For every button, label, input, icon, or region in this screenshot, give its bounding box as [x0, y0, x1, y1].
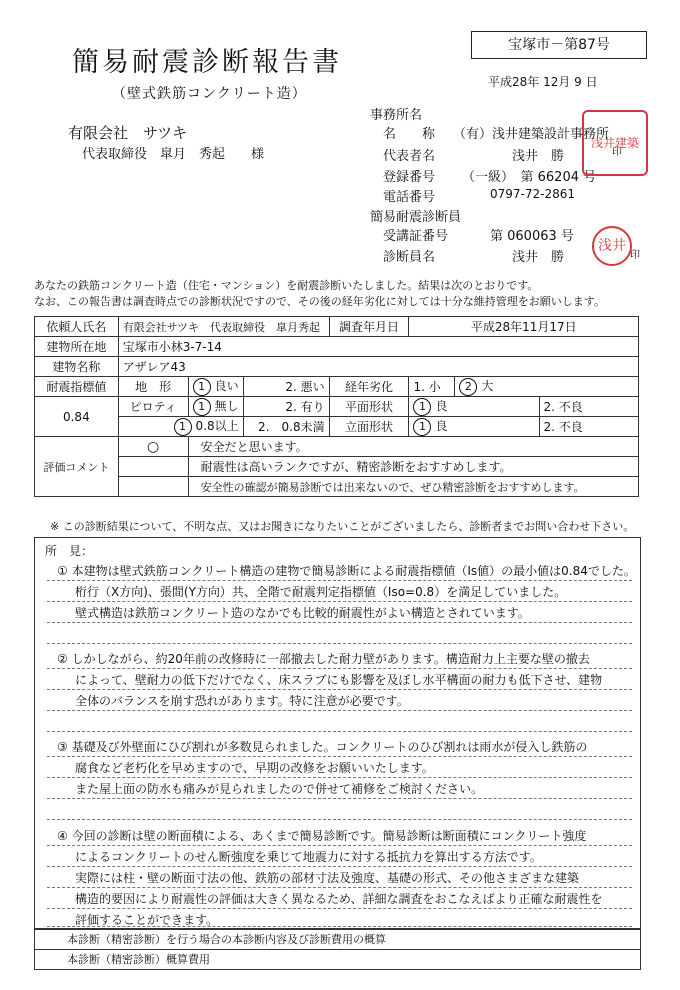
ruled-line	[47, 798, 632, 799]
findings-line: 全体のバランスを崩す恐れがあります。特に注意が必要です。	[75, 694, 409, 708]
intro-line-1: あなたの鉄筋コンクリート造（住宅・マンション）を耐震診断いたしました。結果は次のとおりです。	[34, 279, 539, 292]
reference-number: 宝塚市－第87号	[471, 31, 647, 59]
client-value: 有限会社サツキ 代表取締役 皐月秀起	[118, 317, 329, 337]
detailed-diagnosis-cost: 本診断（精密診断）概算費用	[67, 953, 210, 966]
office-name-label: 名 称	[383, 127, 436, 142]
ruled-line	[47, 926, 632, 927]
plan-shape-option-2: 2. 不良	[539, 397, 639, 417]
is-option-1: 1 0.8以上	[118, 417, 243, 437]
elevation-shape-option-2: 2. 不良	[539, 417, 639, 437]
findings-line: 評価することができます。	[75, 913, 219, 927]
office-seal-mark: 印	[612, 147, 622, 158]
evaluation-mark-1: ○	[118, 437, 188, 457]
piloti-label: ピロティ	[118, 397, 188, 417]
findings-line: 実際には柱・壁の断面寸法の他、鉄筋の部材寸法及強度、基礎の形式、その他さまざまな建築	[75, 871, 580, 885]
terrain-option-2: 2. 悪い	[243, 377, 329, 397]
location-value: 宝塚市小林3-7-14	[118, 337, 638, 357]
page-title: 簡易耐震診断報告書	[72, 47, 342, 78]
office-reg-value: （一級） 第 66204 号	[462, 170, 597, 185]
findings-line: 桁行（X方向)、張間(Y方向）共、全階で耐震判定指標値（Iso=0.8）を満足していました。	[75, 585, 567, 599]
seismic-index-value: 0.84	[35, 397, 119, 437]
findings-line: ④ 今回の診断は壁の断面積による、あくまで簡易診断です。簡易診断は断面積にコンクリート強度	[57, 829, 587, 843]
ruled-line	[47, 710, 632, 711]
ruled-line	[47, 819, 632, 820]
inquiry-note: ※ この診断結果について、不明な点、又はお聞きになりたいことがございましたら、診断者までお問い合わせ下さい。	[50, 520, 635, 533]
ruled-line	[47, 756, 632, 757]
ruled-line	[47, 643, 632, 644]
ruled-line	[47, 731, 632, 732]
evaluation-mark-3	[118, 477, 188, 497]
selected-circle: 2	[459, 378, 477, 396]
client-representative: 代表取締役 皐月 秀起 様	[82, 147, 265, 162]
ruled-line	[47, 866, 632, 867]
selected-circle: 1	[193, 378, 211, 396]
terrain-option-1: 1 良い	[188, 377, 243, 397]
findings-line: 構造的要因により耐震性の評価は大きく異なるため、詳細な調査をおこなえばより正確な耐震性を	[75, 892, 603, 906]
evaluation-comment-1: 安全だと思います。	[188, 437, 638, 457]
location-label: 建物所在地	[35, 337, 119, 357]
survey-date-label: 調査年月日	[329, 317, 409, 337]
diagnostician-seal-mark: 印	[630, 250, 640, 261]
ruled-line	[47, 908, 632, 909]
detailed-diagnosis-box	[34, 929, 641, 970]
survey-date-value: 平成28年11月17日	[409, 317, 639, 337]
ruled-line	[47, 622, 632, 623]
diagnostician-name-value: 浅井 勝	[512, 250, 565, 265]
elevation-shape-option-1: 1 良	[409, 417, 539, 437]
findings-line: また屋上面の防水も痛みが見られましたので併せて補修をご検討ください。	[75, 782, 484, 796]
office-rep-label: 代表者名	[383, 149, 436, 164]
diagnosis-table	[34, 316, 639, 497]
diagnostician-seal-stamp: 浅井	[592, 226, 632, 266]
diagnostician-cert-value: 第 060063 号	[490, 229, 574, 244]
evaluation-comment-2: 耐震性は高いランクですが、精密診断をおすすめします。	[188, 457, 638, 477]
report-date: 平成28年 12月 9 日	[488, 75, 598, 89]
findings-line: によるコンクリートのせん断強度を乗じて地震力に対する抵抗力を算出する方法です。	[75, 850, 542, 864]
findings-heading: 所 見：	[45, 544, 94, 558]
is-option-2: 2. 0.8未満	[243, 417, 329, 437]
diagnostician-name-label: 診断員名	[383, 250, 436, 265]
office-tel-value: 0797-72-2861	[490, 187, 576, 201]
office-tel-label: 電話番号	[383, 190, 436, 205]
findings-line: ③ 基礎及び外壁面にひび割れが多数見られました。コンクリートのひび割れは雨水が侵入し鉄筋の	[57, 740, 588, 754]
office-heading: 事務所名	[370, 108, 423, 123]
ruled-line	[47, 601, 632, 602]
evaluation-mark-2	[118, 457, 188, 477]
findings-box	[34, 537, 641, 929]
ruled-line	[47, 887, 632, 888]
selected-circle: 1	[193, 398, 211, 416]
ruled-line	[47, 580, 632, 581]
findings-line: ② しかしながら、約20年前の改修時に一部撤去した耐力壁があります。構造耐力上主要な壁の撤去	[57, 652, 590, 666]
elevation-shape-label: 立面形状	[329, 417, 409, 437]
terrain-label: 地 形	[118, 377, 188, 397]
page-subtitle: （壁式鉄筋コンクリート造）	[112, 86, 307, 102]
piloti-option-1: 1 無し	[188, 397, 243, 417]
ruled-line	[47, 777, 632, 778]
diagnostician-heading: 簡易耐震診断員	[370, 210, 462, 225]
piloti-option-2: 2. 有り	[243, 397, 329, 417]
client-label: 依頼人氏名	[35, 317, 119, 337]
diagnostician-cert-label: 受講証番号	[383, 229, 449, 244]
aging-option-2: 2 大	[455, 377, 639, 397]
evaluation-comment-3: 安全性の確認が簡易診断では出来ないので、ぜひ精密診断をおすすめします。	[188, 477, 638, 497]
building-name-value: アザレア43	[118, 357, 638, 377]
selected-circle: 1	[413, 398, 431, 416]
office-reg-label: 登録番号	[383, 170, 436, 185]
building-name-label: 建物名称	[35, 357, 119, 377]
findings-line: によって、壁耐力の低下だけでなく、床スラブにも影響を及ぼし水平構面の耐力も低下させ、建物	[75, 673, 603, 687]
detailed-diagnosis-overview: 本診断（精密診断）を行う場合の本診断内容及び診断費用の概算	[35, 930, 640, 950]
ruled-line	[47, 845, 632, 846]
aging-option-1: 1. 小	[409, 377, 455, 397]
findings-line: 壁式構造は鉄筋コンクリート造のなかでも比較的耐震性がよい構造とされています。	[75, 606, 530, 620]
client-company: 有限会社 サツキ	[68, 124, 188, 142]
ruled-line	[47, 668, 632, 669]
office-rep-value: 浅井 勝	[512, 149, 565, 164]
findings-line: 腐食など老朽化を早めますので、早期の改修をお願いいたします。	[75, 761, 434, 775]
intro-line-2: なお、この報告書は調査時点での診断状況ですので、その後の経年劣化に対しては十分な維持管理をお願いします。	[34, 295, 605, 308]
aging-label: 経年劣化	[329, 377, 409, 397]
evaluation-comment-label: 評価コメント	[35, 437, 119, 497]
plan-shape-option-1: 1 良	[409, 397, 539, 417]
office-name-value: （有）浅井建築設計事務所	[453, 127, 610, 142]
selected-circle: 1	[413, 418, 431, 436]
findings-line: ① 本建物は壁式鉄筋コンクリート構造の建物で簡易診断による耐震指標値（Is値）の最小値は0.84でした。	[57, 564, 636, 578]
plan-shape-label: 平面形状	[329, 397, 409, 417]
ruled-line	[47, 689, 632, 690]
office-seal-stamp: 浅井建築	[582, 110, 648, 176]
selected-circle: 1	[174, 418, 192, 436]
seismic-index-label: 耐震指標値	[35, 377, 119, 397]
